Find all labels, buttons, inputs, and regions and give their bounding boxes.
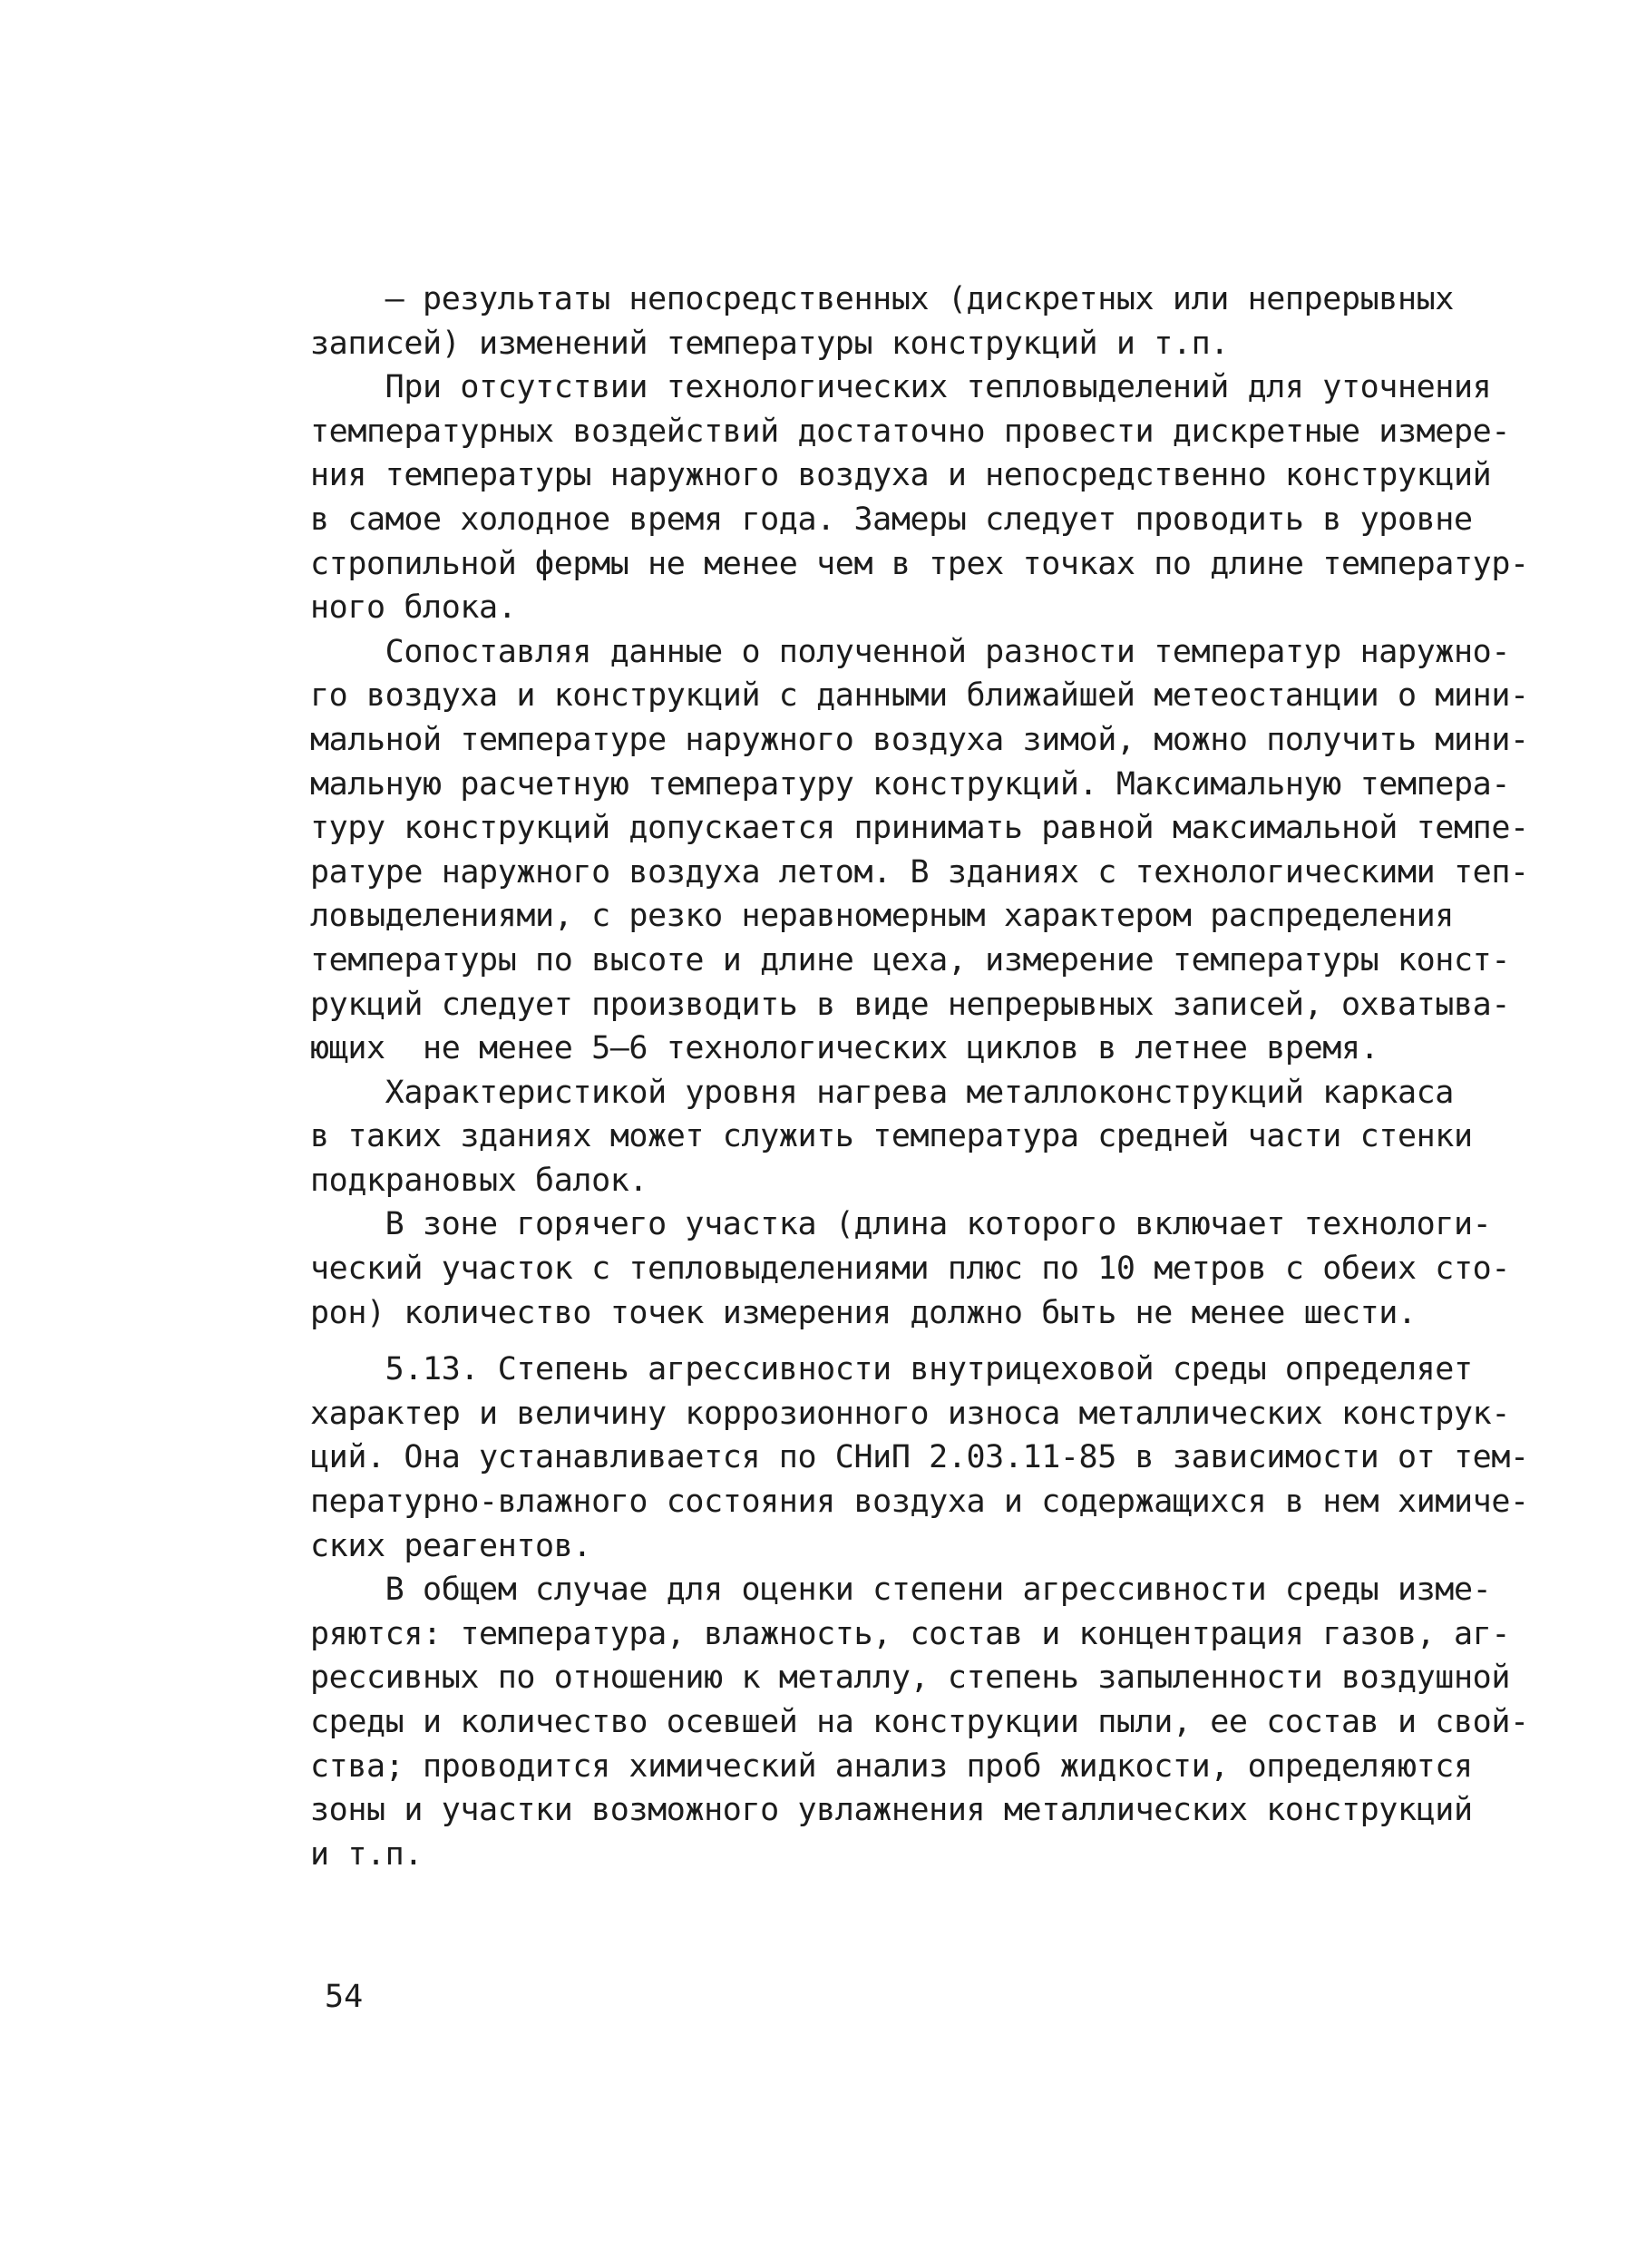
body-text [310,277,1529,1876]
text-line-21: подкрановых балок. [310,1162,648,1199]
text-line-24: рон) количество точек измерения должно быть не менее шести. [310,1294,1417,1331]
page-number: 54 [325,1979,364,2015]
text-line-26: характер и величину коррозионного износа металлических конструк- [310,1395,1510,1432]
paragraph-gap [310,1335,1525,1348]
text-line-13: туру конструкций допускается принимать равной максимальной темпе- [310,810,1529,847]
text-line-16: температуры по высоте и длине цеха, измерение температуры конст- [310,941,1510,978]
text-line-29: ских реагентов. [310,1527,592,1564]
text-line-11: мальной температуре наружного воздуха зимой, можно получить мини- [310,721,1529,758]
text-line-8: ного блока. [310,589,517,627]
text-line-5: ния температуры наружного воздуха и непосредственно конструкций [310,457,1492,494]
text-line-14: ратуре наружного воздуха летом. В зданиях с технологическими теп- [310,853,1529,891]
text-line-3: При отсутствии технологических тепловыделений для уточнения [310,369,1492,406]
text-line-32: рессивных по отношению к металлу, степень запыленности воздушной [310,1660,1510,1697]
text-line-10: го воздуха и конструкций с данными ближайшей метеостанции о мини- [310,677,1529,715]
text-line-6: в самое холодное время года. Замеры следует проводить в уровне [310,501,1473,538]
text-line-4: температурных воздействий достаточно провести дискретные измере- [310,413,1510,450]
text-line-17: рукций следует производить в виде непрерывных записей, охватыва- [310,986,1510,1023]
text-line-12: мальную расчетную температуру конструкций. Максимальную темпера- [310,765,1510,803]
text-line-18: ющих не менее 5–6 технологических циклов в летнее время. [310,1030,1379,1067]
text-line-25: 5.13. Степень агрессивности внутрицеховой среды определяет [310,1351,1473,1388]
text-line-30: В общем случае для оценки степени агрессивности среды изме- [310,1572,1492,1609]
text-line-23: ческий участок с тепловыделениями плюс по 10 метров с обеих сто- [310,1251,1510,1288]
text-line-19: Характеристикой уровня нагрева металлоконструкций каркаса [310,1074,1454,1111]
text-line-31: ряются: температура, влажность, состав и концентрация газов, аг- [310,1615,1510,1652]
text-line-1: – результаты непосредственных (дискретных или непрерывных [310,281,1454,317]
text-line-27: ций. Она устанавливается по СНиП 2.03.11-85 в зависимости от тем- [310,1439,1529,1476]
text-line-36: и т.п. [310,1835,424,1873]
text-line-28: пературно-влажного состояния воздуха и содержащихся в нем химиче- [310,1484,1529,1521]
text-line-33: среды и количество осевшей на конструкции пыли, ее состав и свой- [310,1704,1529,1740]
text-line-35: зоны и участки возможного увлажнения металлических конструкций [310,1792,1473,1829]
text-line-20: в таких зданиях может служить температура средней части стенки [310,1118,1473,1155]
text-line-7: стропильной фермы не менее чем в трех точках по длине температур- [310,545,1529,582]
text-line-22: В зоне горячего участка (длина которого включает технологи- [310,1206,1492,1243]
text-line-15: ловыделениями, с резко неравномерным характером распределения [310,898,1454,935]
text-line-9: Сопоставляя данные о полученной разности температур наружно- [310,633,1510,670]
text-line-2: записей) изменений температуры конструкций и т.п. [310,325,1229,362]
text-line-34: ства; проводится химический анализ проб жидкости, определяются [310,1747,1473,1785]
